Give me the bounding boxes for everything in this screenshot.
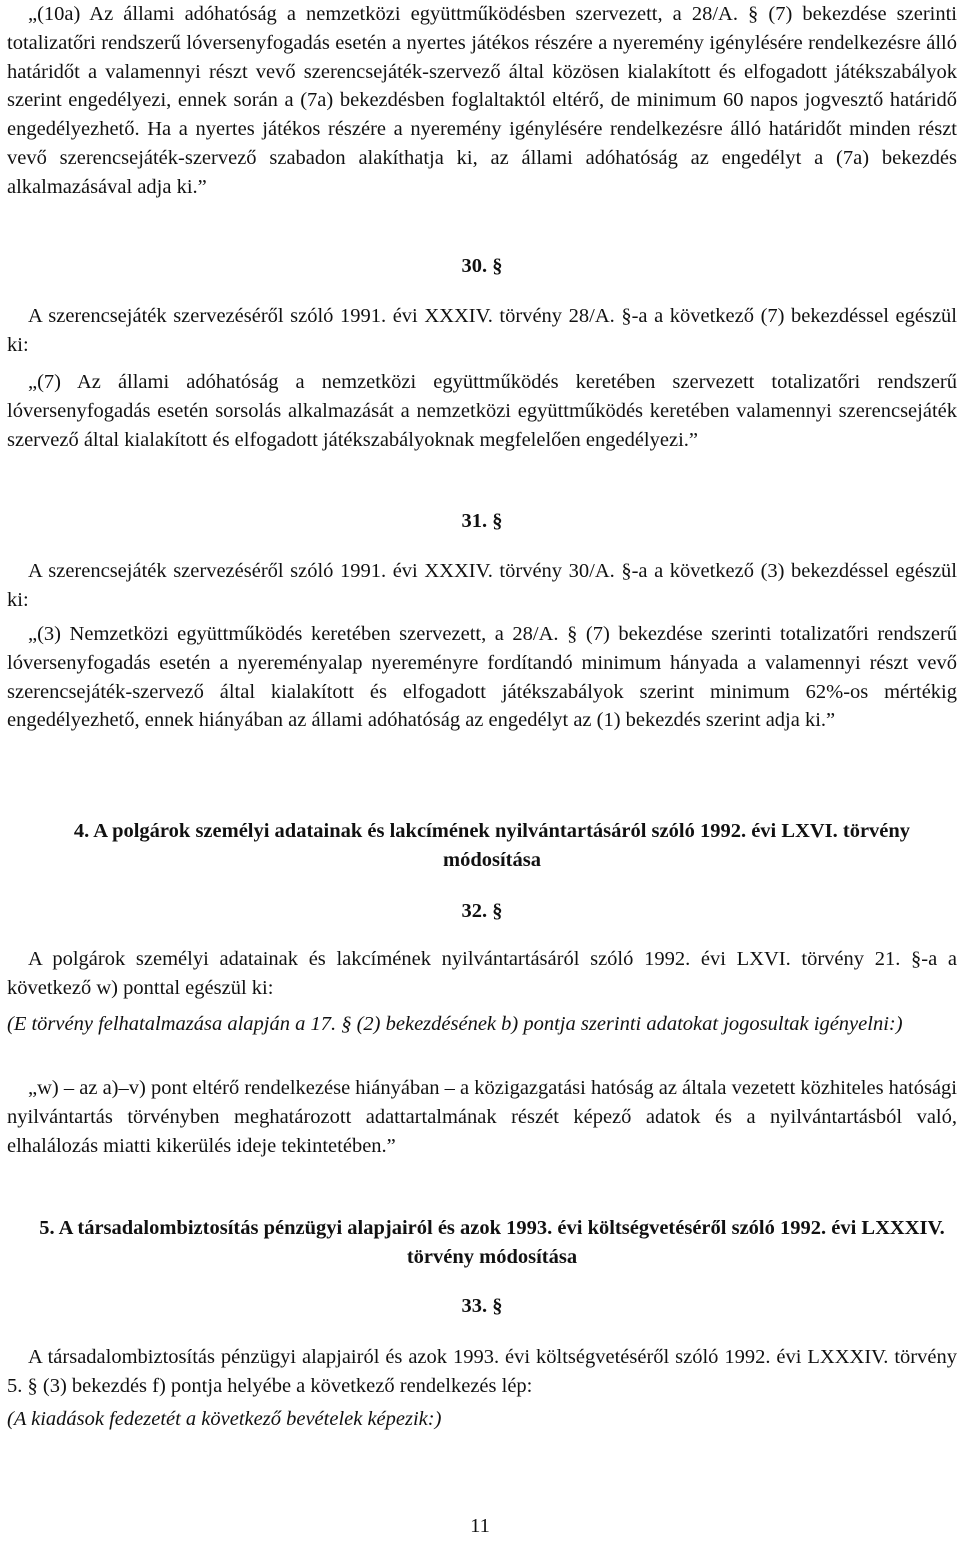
amendment-intro-32: A polgárok személyi adatainak és lakcímének nyilvántartásáról szóló 1992. évi LXVI. törvény 21. §-a a következő w) ponttal egészül ki: <box>7 948 957 999</box>
quoted-point-w: „w) – az a)–v) pont eltérő rendelkezése hiányában – a közigazgatási hatóság az általa vezetett közhiteles hatósági nyilvántartás törvényben meghatározott adattartalmának részét képező adatok és a nyilvántartásból való, elhalálozás miatti kikerülés ideje tekintetében.” <box>7 1077 957 1157</box>
section-number-31: 31. § <box>461 510 503 532</box>
section-number-32: 32. § <box>461 900 503 922</box>
context-note-32: (E törvény felhatalmazása alapján a 17. § (2) bekezdésének b) pontja szerinti adatokat jogosultak igényelni:) <box>7 1013 903 1035</box>
page-number: 11 <box>470 1515 490 1537</box>
amendment-intro-30: A szerencsejáték szervezéséről szóló 1991. évi XXXIV. törvény 28/A. §-a a következő (7) bekezdéssel egészül ki: <box>7 305 957 356</box>
chapter-heading-5: 5. A társadalombiztosítás pénzügyi alapjairól és azok 1993. évi költségvetéséről szóló 1992. évi LXXXIV. törvény módosítása <box>39 1217 945 1268</box>
section-number-33: 33. § <box>461 1295 503 1317</box>
amendment-intro-33: A társadalombiztosítás pénzügyi alapjairól és azok 1993. évi költségvetéséről szóló 1992. évi LXXXIV. törvény 5. § (3) bekezdés f) pontja helyébe a következő rendelkezés lép: <box>7 1346 957 1397</box>
context-note-33: (A kiadások fedezetét a következő bevételek képezik:) <box>7 1408 442 1430</box>
quoted-paragraph-10a: „(10a) Az állami adóhatóság a nemzetközi együttműködésben szervezett, a 28/A. § (7) bekezdése szerinti totalizatőri rendszerű lóversenyfogadás esetén a nyertes játékos részére a nyeremény igénylésére rendelkezésre álló határidőt a valamennyi részt vevő szerencsejáték-szervező által közösen kialakított és elfogadott játékszabályok szerint engedélyezi, ennek során a (7a) bekezdésben foglaltaktól eltérő, de minimum 60 napos jogvesztő határidő engedélyezhető. Ha a nyertes játékos részére a nyeremény igénylésére rendelkezésre álló határidőt minden részt vevő szerencsejáték-szervező szabadon alakíthatja ki, az állami adóhatóság az engedélyt a (7a) bekezdés alkalmazásával adja ki.” <box>7 3 957 198</box>
amendment-intro-31: A szerencsejáték szervezéséről szóló 1991. évi XXXIV. törvény 30/A. §-a a következő (3) bekezdéssel egészül ki: <box>7 560 957 611</box>
chapter-heading-4: 4. A polgárok személyi adatainak és lakcímének nyilvántartásáról szóló 1992. évi LXVI. törvény módosítása <box>73 820 911 871</box>
quoted-paragraph-7: „(7) Az állami adóhatóság a nemzetközi együttműködés keretében szervezett totalizatőri rendszerű lóversenyfogadás esetén sorsolás alkalmazását a nemzetközi együttműködés keretében valamennyi szerencsejáték szervező által kialakított és elfogadott játékszabályoknak megfelelően engedélyezi.” <box>7 371 957 451</box>
section-number-30: 30. § <box>461 255 503 277</box>
quoted-paragraph-3: „(3) Nemzetközi együttműködés keretében szervezett, a 28/A. § (7) bekezdése szerinti totalizatőri rendszerű lóversenyfogadás esetén a nyereményalap nyereményre fordítandó minimum hányada a valamennyi részt vevő szerencsejáték-szervező által kialakított és elfogadott játékszabályok szerint minimum 62%-os mértékig engedélyezhető, ennek hiányában az állami adóhatóság az engedélyt az (1) bekezdés szerint adja ki.” <box>7 623 957 732</box>
